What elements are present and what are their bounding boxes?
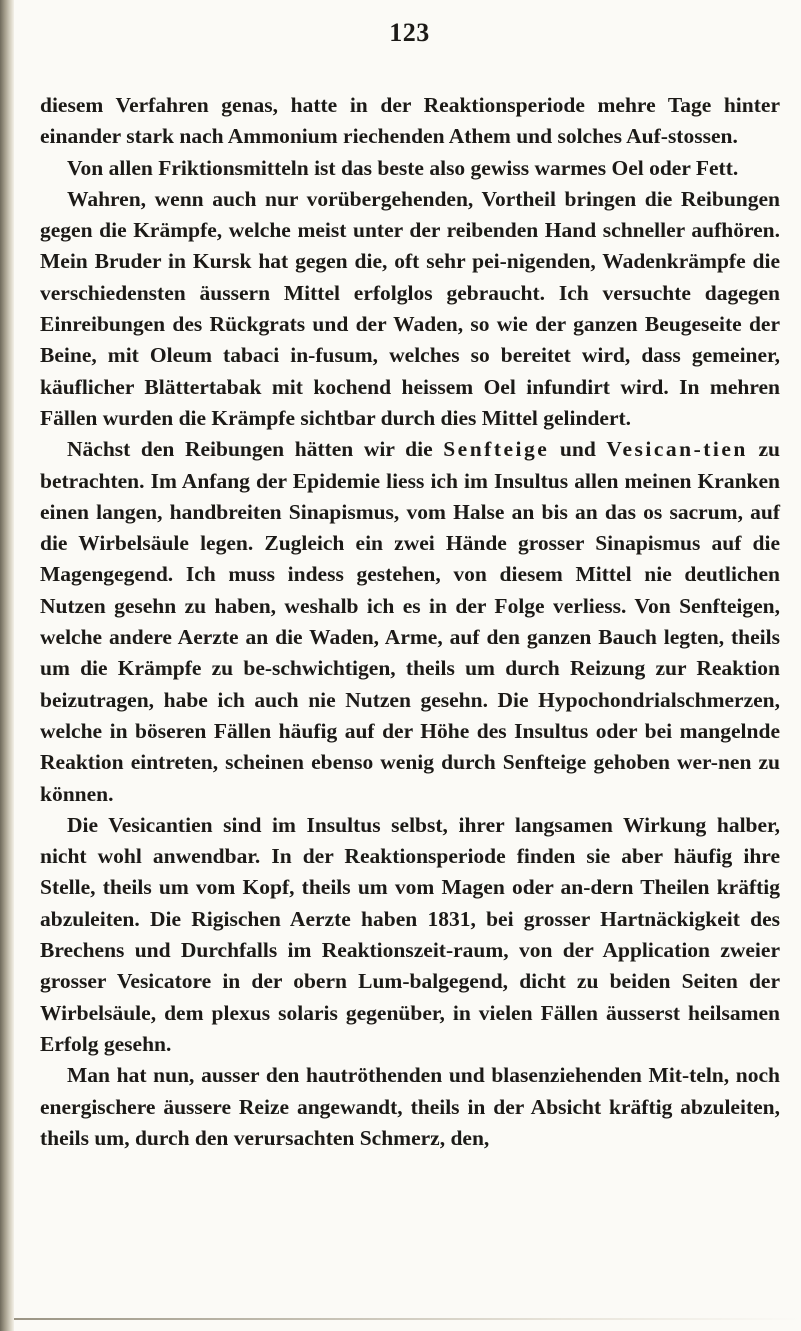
text-segment: diesem Verfahren genas, hatte in der Reaktionsperiode mehre Tage hinter einander stark nach Ammonium riechenden Athem und solches Auf-stossen. xyxy=(40,93,780,149)
paragraph xyxy=(40,434,780,810)
paragraph xyxy=(40,153,780,184)
emphasized-term: Vesican-tien xyxy=(606,437,748,462)
paragraph xyxy=(40,90,780,153)
text-segment: und xyxy=(549,437,607,462)
page-bottom-edge xyxy=(14,1318,801,1320)
emphasized-term: Senfteige xyxy=(443,437,550,462)
body-text xyxy=(40,90,780,1154)
paragraph xyxy=(40,1060,780,1154)
page-number: 123 xyxy=(389,18,430,47)
text-segment: zu betrachten. Im Anfang der Epidemie liess ich im Insultus allen meinen Kranken einen langen, handbreiten Sinapismus, vom Halse an bis an das os sacrum, auf die Wirbelsäule legen. Zugleich ein zwei Hände grosser Sinapismus auf die Magengegend. Ich muss indess gestehen, von diesem Mittel nie deutlichen Nutzen gesehn zu haben, weshalb ich es in der Folge verliess. Von Senfteigen, welche andere Aerzte an die Waden, Arme, auf den ganzen Bauch legten, theils um die Krämpfe zu be-schwichtigen, theils um durch Reizung zur Reaktion beizutragen, habe ich auch nie Nutzen gesehn. Die Hypochondrialschmerzen, welche in böseren Fällen häufig auf der Höhe des Insultus oder bei mangelnde Reaktion eintreten, scheinen ebenso wenig durch Senfteige gehoben wer-nen zu können. xyxy=(40,437,780,806)
text-segment: Wahren, wenn auch nur vorübergehenden, Vortheil bringen die Reibungen gegen die Krämpfe, welche meist unter der reibenden Hand schneller aufhören. Mein Bruder in Kursk hat gegen die, oft sehr pei-nigenden, Wadenkrämpfe die verschiedensten äussern Mittel erfolglos gebraucht. Ich versuchte dagegen Einreibungen des Rückgrats und der Waden, so wie der ganzen Beugeseite der Beine, mit Oleum tabaci in-fusum, welches so bereitet wird, dass gemeiner, käuflicher Blättertabak mit kochend heissem Oel infundirt wird. In mehren Fällen wurden die Krämpfe sichtbar durch dies Mittel gelindert. xyxy=(40,186,780,430)
paragraph xyxy=(40,810,780,1060)
text-segment: Man hat nun, ausser den hautröthenden und blasenziehenden Mit-teln, noch energischere äussere Reize angewandt, theils in der Absicht kräftig abzuleiten, theils um, durch den verursachten Schmerz, den, xyxy=(40,1063,780,1150)
book-binding-shadow xyxy=(0,0,14,1331)
text-segment: Von allen Friktionsmitteln ist das beste also gewiss warmes Oel oder Fett. xyxy=(67,155,739,180)
paragraph xyxy=(40,184,780,434)
text-segment: Nächst den Reibungen hätten wir die xyxy=(67,437,444,462)
text-segment: Die Vesicantien sind im Insultus selbst, ihrer langsamen Wirkung halber, nicht wohl anwendbar. In der Reaktionsperiode finden sie aber häufig ihre Stelle, theils um vom Kopf, theils um vom Magen oder an-dern Theilen kräftig abzuleiten. Die Rigischen Aerzte haben 1831, bei grosser Hartnäckigkeit des Brechens und Durchfalls im Reaktionszeit-raum, von der Application zweier grosser Vesicatore in der obern Lum-balgegend, dicht zu beiden Seiten der Wirbelsäule, dem plexus solaris gegenüber, in vielen Fällen äusserst heilsamen Erfolg gesehn. xyxy=(40,812,780,1056)
